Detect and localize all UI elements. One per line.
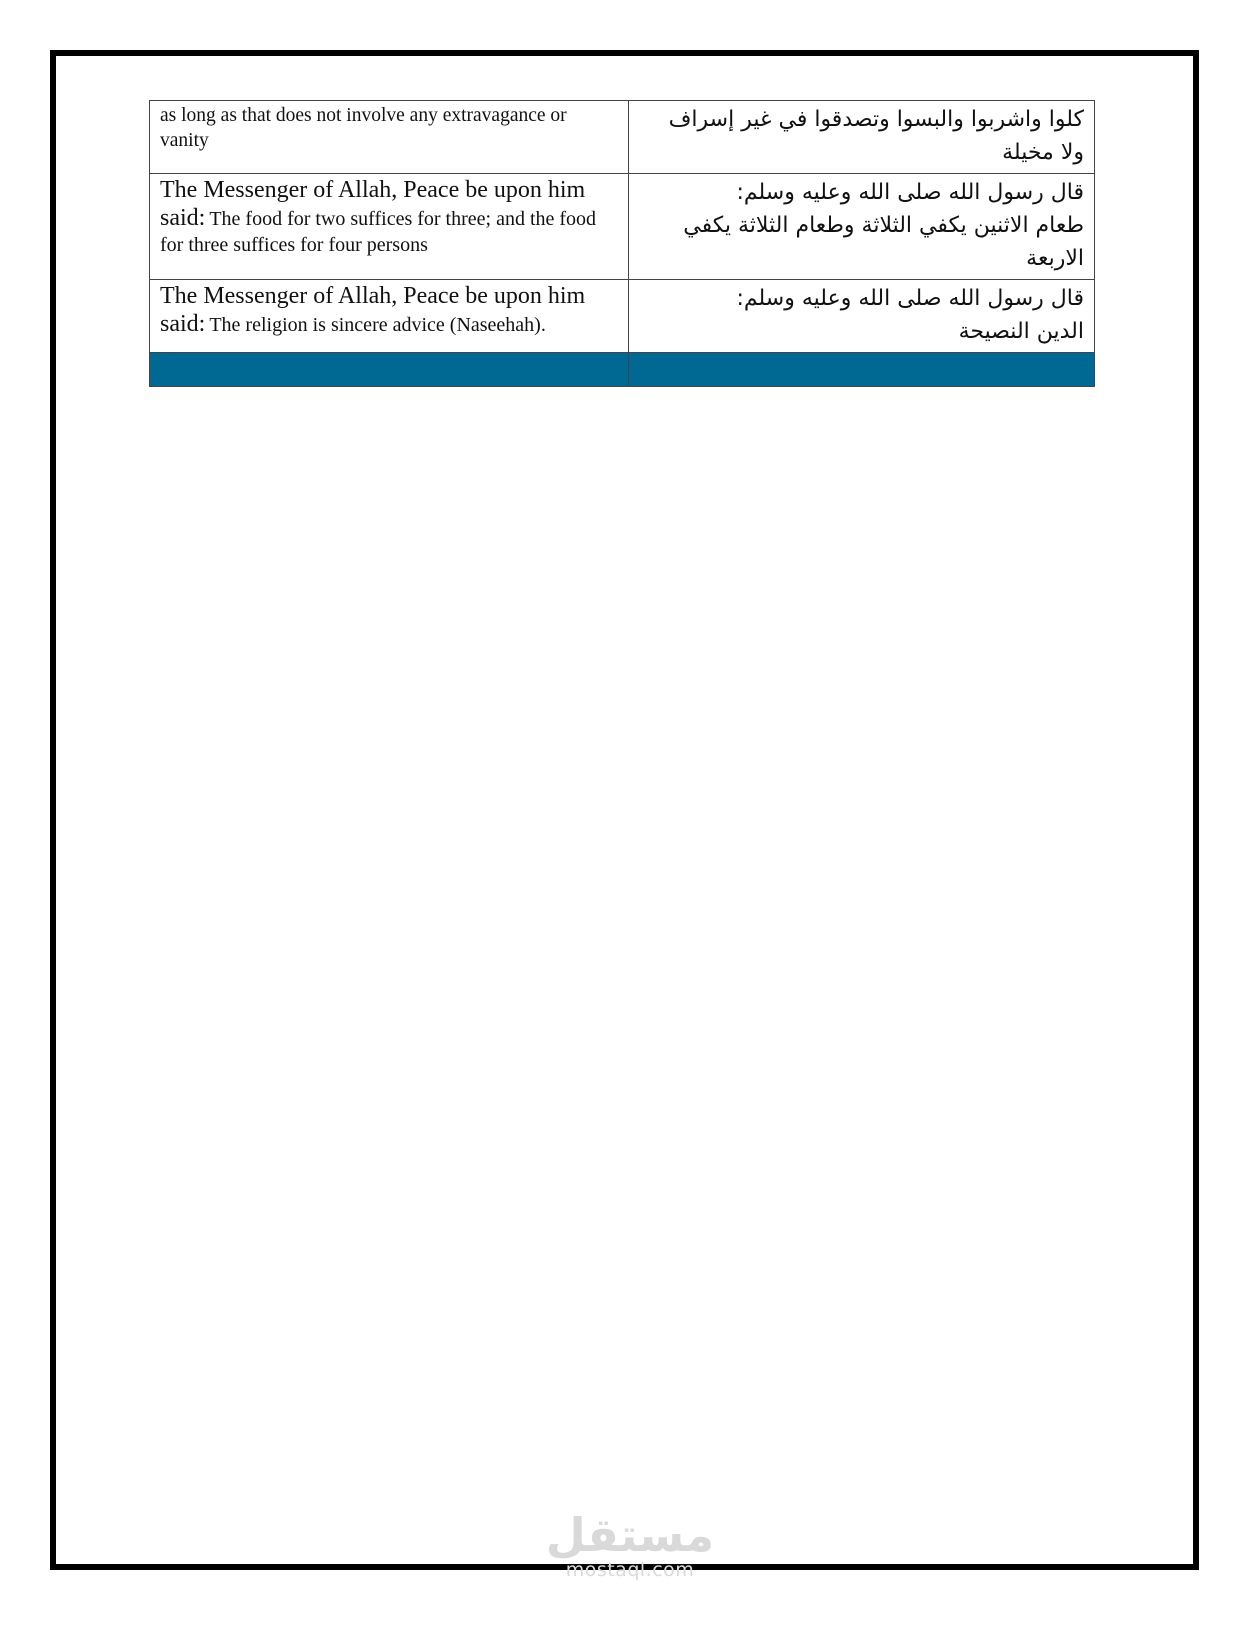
watermark-url: mostaql.com	[565, 1559, 695, 1581]
table-row	[150, 280, 1095, 353]
english-text: The religion is sincere advice (Naseehah).	[209, 314, 546, 336]
watermark-logo	[540, 1510, 720, 1580]
arabic-lead: قال رسول الله صلى الله وعليه وسلم:	[736, 286, 1084, 311]
translation-table	[149, 100, 1095, 387]
table-row	[150, 101, 1095, 174]
arabic-cell	[629, 101, 1095, 174]
english-lead: The Messenger of Allah, Peace be upon him said:	[160, 177, 586, 231]
english-cell	[150, 101, 629, 174]
arabic-text: كلوا واشربوا والبسوا وتصدقوا في غير إسراف ولا مخيلة	[668, 107, 1084, 165]
arabic-text: الدين النصيحة	[958, 319, 1084, 344]
table-footer-row	[150, 353, 1095, 387]
footer-cell-left	[150, 353, 629, 387]
english-lead: The Messenger of Allah, Peace be upon him said:	[160, 283, 586, 337]
arabic-text: طعام الاثنين يكفي الثلاثة وطعام الثلاثة يكفي الاربعة	[683, 213, 1084, 271]
table-row	[150, 174, 1095, 280]
english-cell	[150, 174, 629, 280]
watermark-arabic: مستقل	[545, 1508, 715, 1562]
english-text: The food for two suffices for three; and the food for three suffices for four persons	[160, 208, 597, 256]
arabic-lead: قال رسول الله صلى الله وعليه وسلم:	[736, 180, 1084, 205]
arabic-cell	[629, 280, 1095, 353]
english-text: as long as that does not involve any extravagance or vanity	[160, 105, 567, 151]
english-cell	[150, 280, 629, 353]
footer-cell-right	[629, 353, 1095, 387]
arabic-cell	[629, 174, 1095, 280]
